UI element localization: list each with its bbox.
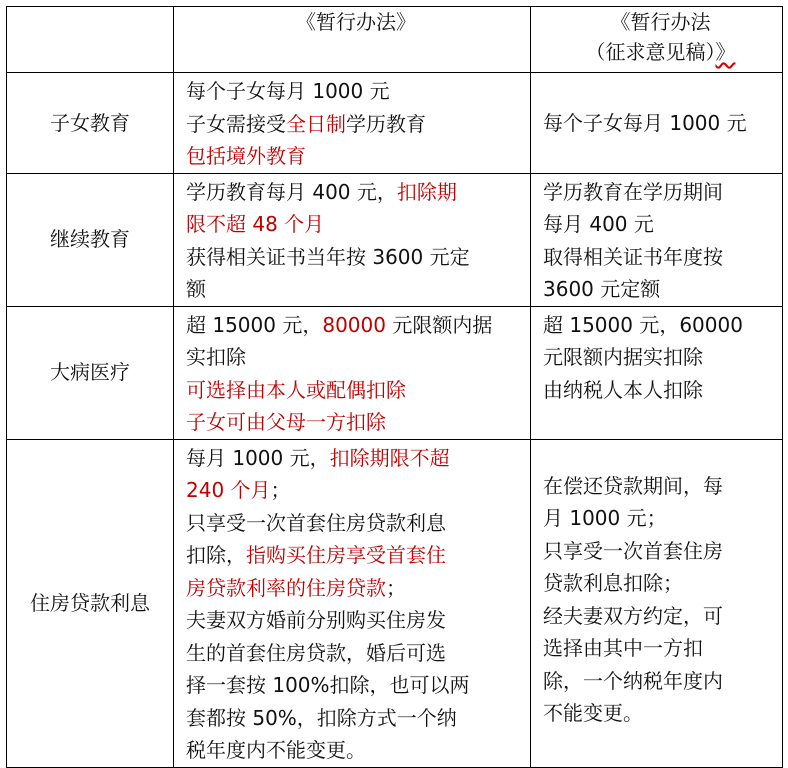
cell-line: 额	[186, 277, 206, 301]
draft-cell	[531, 73, 783, 174]
cell-line: 套都按 50%，扣除方式一个纳	[186, 705, 457, 730]
header-empty-cell	[7, 7, 174, 73]
highlight-text: 240 个月	[186, 478, 271, 502]
table-row	[7, 73, 783, 174]
cell-line	[186, 176, 526, 209]
cell-line	[186, 539, 526, 572]
highlight-text: 扣除期限不超	[329, 445, 450, 470]
row-label: 继续教育	[7, 173, 174, 306]
cell-line: 每个子女每月 1000 元	[186, 79, 390, 103]
header-draft-for-comment	[531, 7, 783, 73]
cell-text: 学历教育每月 400 元，	[186, 179, 397, 204]
draft-cell	[531, 439, 783, 767]
cell-line: 不能变更。	[543, 701, 643, 725]
interim-cell	[174, 73, 531, 174]
highlight-text: 指购买住房享受首套住	[246, 543, 446, 567]
cell-text: ；	[270, 478, 291, 502]
draft-cell	[531, 173, 783, 306]
cell-text: 学历教育	[346, 111, 426, 136]
cell-line: 经夫妻双方约定，可	[543, 603, 723, 628]
cell-line: 月 1000 元；	[543, 506, 667, 530]
cell-text: 扣除，	[186, 543, 246, 567]
highlight-line: 包括境外教育	[186, 144, 306, 168]
table-row	[7, 306, 783, 439]
comparison-table	[6, 6, 783, 768]
cell-line: 元限额内据实扣除	[543, 345, 703, 369]
highlight-line: 子女可由父母一方扣除	[186, 410, 386, 434]
cell-line: 择一套按 100%扣除，也可以两	[186, 673, 470, 697]
cell-line	[186, 442, 526, 475]
cell-line: 每月 400 元	[543, 212, 654, 236]
interim-cell	[174, 439, 531, 767]
header-col2-text: 《暂行办法》	[296, 10, 416, 34]
cell-line: 生的首套住房贷款，婚后可选	[186, 640, 446, 665]
header-col3-line2a: （征求意见稿）	[585, 40, 716, 64]
cell-line: 学历教育在学历期间	[543, 179, 723, 204]
cell-text: ；	[386, 575, 406, 600]
header-col3-closing-bracket: 》	[715, 40, 736, 64]
table-row	[7, 439, 783, 767]
cell-line: 由纳税人本人扣除	[543, 377, 703, 402]
cell-line	[186, 309, 526, 342]
highlight-text: 80000	[322, 312, 386, 337]
cell-line: 选择由其中一方扣	[543, 636, 703, 660]
cell-text: 每月 1000 元，	[186, 445, 330, 470]
cell-line: 3600 元定额	[543, 277, 661, 301]
interim-cell	[174, 306, 531, 439]
cell-text: 子女需接受	[186, 111, 286, 136]
cell-line: 贷款利息扣除；	[543, 571, 683, 595]
cell-line	[186, 474, 526, 507]
highlight-line: 可选择由本人或配偶扣除	[186, 377, 406, 402]
highlight-line: 限不超 48 个月	[186, 212, 325, 236]
interim-cell	[174, 173, 531, 306]
cell-text: 超 15000 元，	[186, 312, 323, 337]
cell-line	[186, 108, 526, 141]
cell-line	[186, 572, 526, 605]
cell-line: 夫妻双方婚前分别购买住房发	[186, 608, 446, 632]
header-col3-line1: 《暂行办法	[610, 10, 711, 34]
table-row	[7, 173, 783, 306]
cell-line: 每个子女每月 1000 元	[543, 110, 747, 135]
cell-line: 取得相关证书年度按	[543, 244, 723, 269]
cell-text: 元限额内据	[385, 312, 493, 337]
row-label: 住房贷款利息	[7, 439, 174, 767]
highlight-text: 全日制	[286, 111, 346, 136]
cell-line: 超 15000 元，60000	[543, 312, 743, 337]
cell-line: 获得相关证书当年按 3600 元定	[186, 244, 470, 269]
cell-line: 税年度内不能变更。	[186, 738, 366, 762]
highlight-text: 房贷款利率的住房贷款	[186, 575, 386, 600]
draft-cell	[531, 306, 783, 439]
header-interim-measures	[174, 7, 531, 73]
cell-line: 在偿还贷款期间，每	[543, 473, 723, 498]
row-label: 大病医疗	[7, 306, 174, 439]
header-col3-line2	[543, 37, 778, 67]
row-label: 子女教育	[7, 73, 174, 174]
header-row	[7, 7, 783, 73]
cell-line: 只享受一次首套住房	[543, 538, 723, 563]
highlight-text: 扣除期	[396, 179, 457, 204]
cell-line: 只享受一次首套住房贷款利息	[186, 510, 446, 535]
cell-line: 实扣除	[186, 345, 246, 369]
cell-line: 除，一个纳税年度内	[543, 668, 723, 693]
